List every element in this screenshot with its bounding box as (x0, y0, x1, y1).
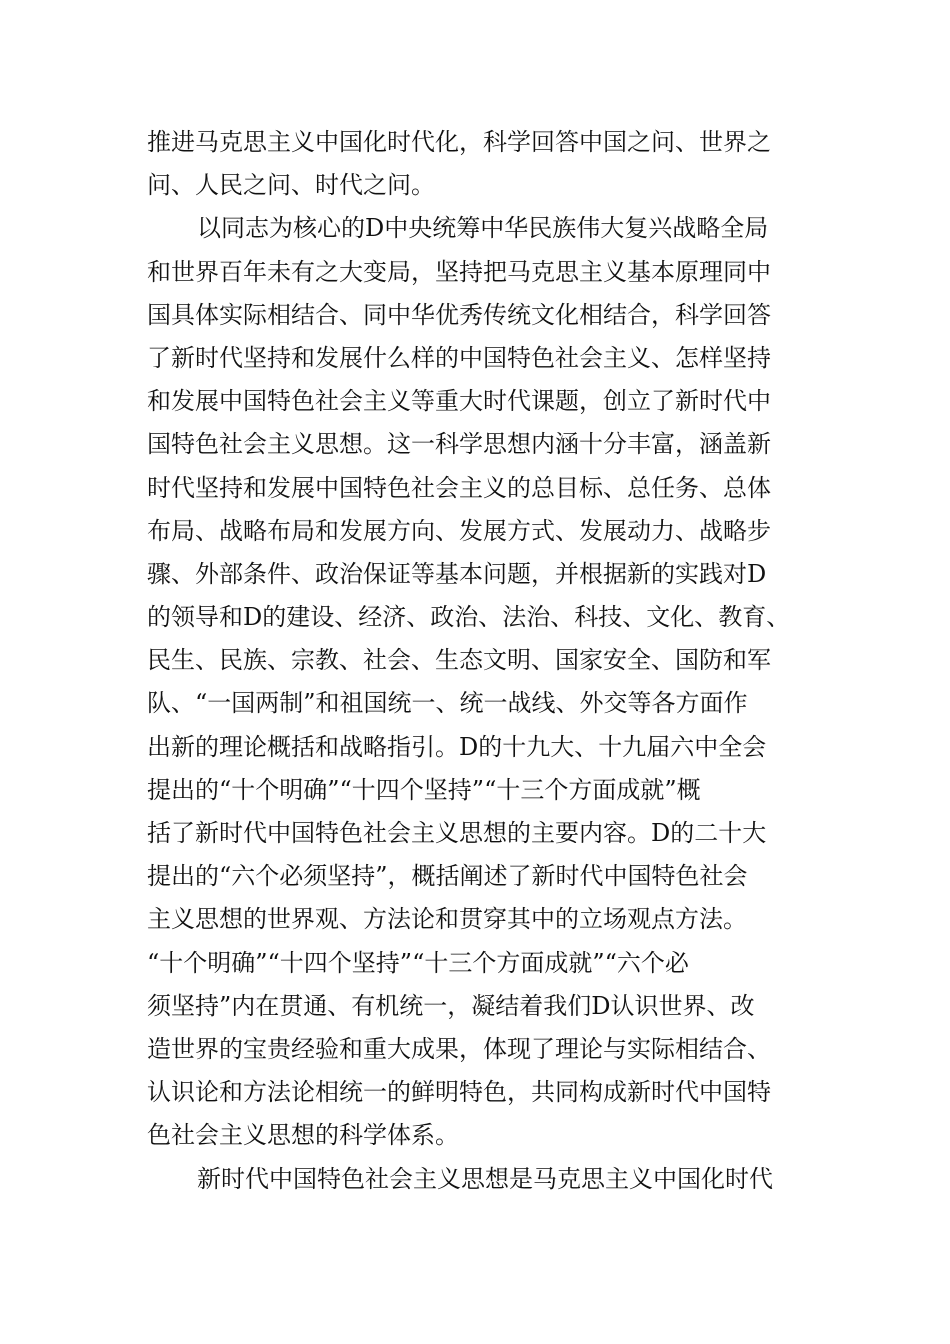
text-line: 提出的“六个必须坚持”，概括阐述了新时代中国特色社会 (147, 862, 748, 891)
text-line: 布局、战略布局和发展方向、发展方式、发展动力、战略步 (147, 516, 771, 545)
text-line: 国特色社会主义思想。这一科学思想内涵十分丰富，涵盖新 (147, 430, 771, 459)
text-line: 时代坚持和发展中国特色社会主义的总目标、总任务、总体 (147, 473, 771, 502)
text-line: 括了新时代中国特色社会主义思想的主要内容。D的二十大 (147, 819, 767, 847)
text-line: 的领导和D的建设、经济、政治、法治、科技、文化、教育、 (147, 603, 791, 632)
text-line: 问、人民之问、时代之问。 (147, 171, 435, 200)
text-line: 骤、外部条件、政治保证等基本问题，并根据新的实践对D (147, 559, 767, 588)
text-line: 造世界的宝贵经验和重大成果，体现了理论与实际相结合、 (147, 1034, 771, 1063)
text-line: 和发展中国特色社会主义等重大时代课题，创立了新时代中 (147, 387, 771, 416)
text-line: 推进马克思主义中国化时代化，科学回答中国之问、世界之 (147, 128, 771, 156)
text-line: 色社会主义思想的科学体系。 (147, 1121, 459, 1150)
text-line: 提出的“十个明确”“十四个坚持”“十三个方面成就”概 (147, 775, 701, 804)
text-line: “十个明确”“十四个坚持”“十三个方面成就”“六个必 (147, 948, 689, 977)
text-line: 队、“一国两制”和祖国统一、统一战线、外交等各方面作 (147, 689, 748, 718)
text-line: 和世界百年未有之大变局，坚持把马克思主义基本原理同中 (147, 257, 771, 286)
body-text (147, 121, 827, 1201)
text-line: 国具体实际相结合、同中华优秀传统文化相结合，科学回答 (147, 300, 771, 329)
paragraph-start-line: 新时代中国特色社会主义思想是马克思主义中国化时代 (197, 1164, 773, 1193)
text-line: 民生、民族、宗教、社会、生态文明、国家安全、国防和军 (147, 646, 771, 675)
text-line: 认识论和方法论相统一的鲜明特色，共同构成新时代中国特 (147, 1078, 771, 1107)
paragraph-start-line: 以同志为核心的D中央统筹中华民族伟大复兴战略全局 (197, 214, 769, 243)
text-line: 主义思想的世界观、方法论和贯穿其中的立场观点方法。 (147, 905, 747, 934)
text-line: 须坚持”内在贯通、有机统一，凝结着我们D认识世界、改 (147, 991, 755, 1020)
text-line: 了新时代坚持和发展什么样的中国特色社会主义、怎样坚持 (147, 343, 771, 372)
text-line: 出新的理论概括和战略指引。D的十九大、十九届六中全会 (147, 732, 767, 761)
